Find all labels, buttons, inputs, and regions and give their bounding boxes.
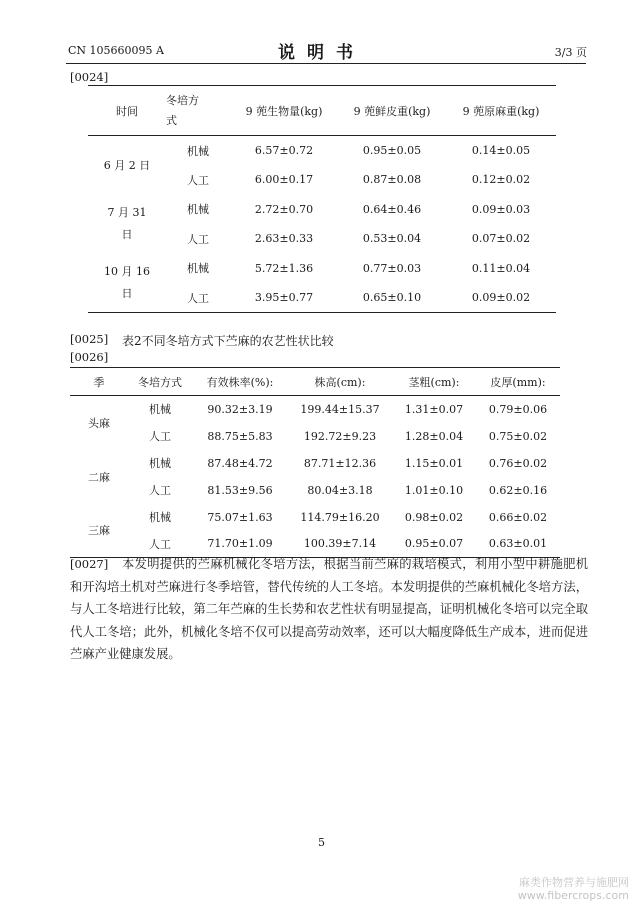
column-header: 茎粗(cm):: [408, 375, 460, 389]
method-cell: 机械: [187, 144, 209, 158]
value-cell: 1.31±0.07: [404, 402, 464, 416]
value-cell: 0.66±0.02: [488, 510, 548, 524]
value-cell: 71.70±1.09: [207, 537, 273, 551]
value-cell: 88.75±5.83: [207, 429, 273, 443]
method-cell: 人工: [187, 232, 209, 246]
column-header: 株高(cm):: [314, 375, 366, 389]
table-biomass: [88, 85, 556, 313]
column-header: 9 蔸鲜皮重(kg): [353, 104, 431, 118]
table-row: [70, 477, 560, 504]
value-cell: 0.77±0.03: [362, 261, 422, 275]
value-cell: 0.09±0.03: [471, 202, 531, 216]
body-paragraph: 本发明提供的苎麻机械化冬培方法，根据当前苎麻的栽培模式，利用小型中耕施肥机和开沟培土机对苎麻进行冬季培管，替代传统的人工冬培。本发明提供的苎麻机械化冬培方法，与人工冬培进行比较，第二年苎麻的生长势和农艺性状有明显提高，证明机械化冬培可以完全取代人工冬培；此外，机械化冬培不仅可以提高劳动效率，还可以大幅度降低生产成本，进而促进苎麻产业健康发展。: [70, 557, 588, 661]
value-cell: 0.98±0.02: [404, 510, 464, 524]
method-cell: 人工: [149, 537, 171, 551]
value-cell: 0.79±0.06: [488, 402, 548, 416]
document-title: 说明书: [278, 43, 365, 63]
paragraph-number-0026: [0026]: [70, 350, 109, 364]
value-cell: 0.07±0.02: [471, 232, 531, 246]
value-cell: 2.72±0.70: [254, 202, 314, 216]
paragraph-number-0027: [0027]: [70, 557, 109, 571]
value-cell: 199.44±15.37: [300, 402, 380, 416]
value-cell: 0.76±0.02: [488, 456, 548, 470]
value-cell: 3.95±0.77: [254, 291, 314, 304]
season-cell: 三麻: [88, 524, 110, 538]
column-header: 9 蔸生物量(kg): [245, 104, 323, 118]
column-header: 季: [93, 375, 105, 389]
table-row: [88, 195, 556, 225]
watermark: [518, 876, 629, 902]
table-row: [70, 450, 560, 477]
header-rule: [66, 63, 586, 64]
method-cell: 机械: [149, 511, 171, 524]
table-row: [88, 136, 556, 166]
value-cell: 0.63±0.01: [488, 537, 548, 551]
watermark-site-name: 麻类作物营养与施肥网: [519, 876, 629, 889]
time-cell: 6 月 2 日: [103, 159, 151, 173]
value-cell: 0.64±0.46: [362, 202, 422, 216]
value-cell: 87.71±12.36: [303, 456, 377, 470]
value-cell: 6.00±0.17: [254, 173, 314, 187]
watermark-url: www.fibercrops.com: [517, 889, 629, 902]
value-cell: 192.72±9.23: [303, 429, 377, 443]
value-cell: 0.14±0.05: [471, 144, 531, 157]
column-header: 9 蔸原麻重(kg): [462, 104, 540, 118]
paragraph-number-0025: [0025]: [70, 332, 109, 346]
value-cell: 75.07±1.63: [207, 510, 273, 524]
method-cell: 机械: [149, 457, 171, 470]
method-cell: 机械: [187, 203, 209, 217]
value-cell: 0.09±0.02: [471, 291, 531, 304]
value-cell: 6.57±0.72: [254, 144, 314, 157]
value-cell: 0.87±0.08: [362, 173, 422, 187]
value-cell: 0.95±0.07: [404, 537, 464, 551]
value-cell: 1.15±0.01: [404, 456, 464, 470]
time-cell: 7 月 31 日: [107, 206, 147, 241]
page-of-total: 3/3 页: [554, 46, 587, 59]
table-row: [70, 396, 560, 423]
method-cell: 人工: [149, 430, 171, 443]
value-cell: 0.11±0.04: [471, 261, 531, 275]
season-cell: 二麻: [88, 470, 110, 484]
value-cell: 2.63±0.33: [254, 232, 314, 246]
method-cell: 机械: [187, 262, 209, 276]
value-cell: 0.62±0.16: [488, 483, 548, 497]
method-cell: 人工: [187, 173, 209, 187]
value-cell: 1.01±0.10: [404, 483, 464, 497]
table-row: [70, 423, 560, 450]
table-row: [88, 254, 556, 284]
value-cell: 0.75±0.02: [488, 429, 548, 443]
season-cell: 头麻: [88, 416, 110, 430]
column-header: 时间: [116, 104, 138, 118]
value-cell: 81.53±9.56: [207, 483, 273, 497]
value-cell: 80.04±3.18: [307, 483, 373, 497]
value-cell: 5.72±1.36: [254, 261, 314, 275]
page-number: 5: [318, 836, 325, 849]
column-header: 冬培方式: [138, 375, 182, 389]
value-cell: 87.48±4.72: [207, 456, 273, 470]
method-cell: 人工: [187, 291, 209, 305]
patent-number: CN 105660095 A: [68, 44, 164, 57]
column-header: 有效株率(%):: [206, 375, 274, 389]
method-cell: 机械: [149, 403, 171, 417]
table-row: [70, 504, 560, 531]
method-cell: 人工: [149, 484, 171, 497]
time-cell: 10 月 16 日: [104, 264, 150, 300]
table-agronomic-traits: [70, 367, 560, 558]
value-cell: 114.79±16.20: [300, 510, 380, 524]
value-cell: 0.53±0.04: [362, 232, 422, 246]
value-cell: 90.32±3.19: [207, 402, 273, 416]
table-caption: 表2不同冬培方式下苎麻的农艺性状比较: [122, 334, 334, 348]
value-cell: 0.65±0.10: [362, 291, 422, 304]
value-cell: 0.95±0.05: [362, 144, 422, 157]
value-cell: 100.39±7.14: [303, 537, 377, 551]
paragraph-number-0024: [0024]: [70, 70, 109, 84]
column-header: 冬培方式: [166, 93, 199, 127]
value-cell: 1.28±0.04: [404, 429, 464, 443]
column-header: 皮厚(mm):: [490, 375, 546, 389]
value-cell: 0.12±0.02: [471, 173, 531, 187]
